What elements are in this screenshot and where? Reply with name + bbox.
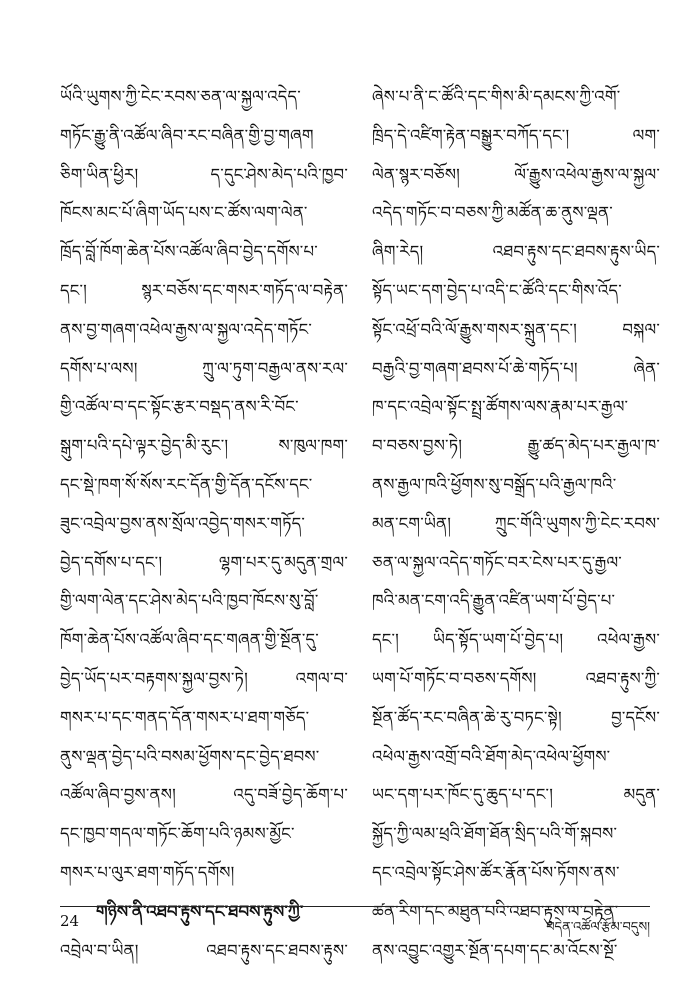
body-text-line: བྱེད་དགོས་པ་དང་། ལྷག་པར་དུ་མདུན་གྲལ་ [60, 552, 348, 572]
body-text-line: ཅན་ལ་སྐྱལ་འདེད་གཏོང་བར་ངེས་པར་དུ་རྒྱལ་ [372, 552, 622, 572]
body-text-line: སྟོང་འཕྲོ་བའི་ལོ་རྒྱུས་གསར་སྐྲུན་དང་། བསྐལ་ [372, 319, 660, 339]
body-text-line: འདེད་གཏོང་བ་བཅས་ཀྱི་མཚོན་ཆ་ནུས་ལྡན་ [372, 203, 613, 223]
body-text-line: ནས་འབྱུང་འགྱུར་སྔོན་དཔག་དང་མ་འོངས་སྔོ་ [372, 940, 618, 960]
body-text-line: ཞིག་རེད། འཐབ་རྟུས་དང་ཐབས་རྟུས་ཡིད་ [372, 242, 660, 262]
body-text-line: འབྲེལ་བ་ཡིན། འཐབ་རྟུས་དང་ཐབས་རྟུས་ [60, 940, 348, 960]
body-text-line: སྒུག་པའི་དཔེ་ལྟར་བྱེད་མི་རུང་། ས་ཁུལ་ཁག་ [60, 436, 348, 456]
body-text-line: ནས་རྒྱལ་ཁའི་ཕྱོགས་སུ་བསྒྲོད་པའི་རྒྱལ་ཁའི་ [372, 474, 617, 494]
body-text-line: འཚོལ་ཞིབ་བྱས་ནས། འདུ་བཟོ་བྱེད་ཆོག་པ་ [60, 785, 348, 805]
body-text-line: དང་། ཡིད་སྟོད་ཡག་པོ་བྱེད་པ། འཕེལ་རྒྱས་ [372, 630, 660, 650]
body-text-line: ཡག་པོ་གཏོང་བ་བཅས་དགོས། འཐབ་རྟུས་ཀྱི་ [372, 668, 660, 688]
body-text-line: ཡང་དག་པར་ཁོང་དུ་ཆུད་པ་དང་། མདུན་ [372, 785, 660, 805]
body-text-line: གསར་པ་དང་གནད་དོན་གསར་པ་ཐག་གཅོད་ [60, 707, 310, 727]
right-text-column [372, 78, 660, 970]
body-text-line: ཁ་དང་འབྲེལ་སྟོང་སྤྲ་ཚོགས་ལས་རྣམ་པར་རྒྱལ་ [372, 397, 629, 417]
page-number: 24 [60, 912, 80, 930]
body-text-line: སྟོད་ཡང་དག་བྱེད་པ་འདི་ང་ཚོའི་དང་གིས་འོད་ [372, 280, 622, 300]
body-text-line: ནས་བྱ་གཞག་འཕེལ་རྒྱས་ལ་སྐྱལ་འདེད་གཏོང་ [60, 319, 312, 339]
body-text-line: དགོས་པ་ལས། ཀྲུ་ལ་ཏུག་བརྒྱལ་ནས་རལ་ [60, 358, 348, 378]
body-text-line: ཁྲོད་བློ་ཁོག་ཆེན་པོས་འཚོལ་ཞིབ་བྱེད་དགོས་པ་ [60, 242, 318, 262]
body-text-line: གྱི་ལག་ལེན་དང་ཤེས་མེད་པའི་ཁྱབ་ཁོངས་སུ་བློ་ [60, 591, 319, 611]
body-text-line: ཡོའི་ཡུགས་ཀྱི་ངེང་རབས་ཅན་ལ་སྐྱལ་འདེད་ [60, 87, 301, 106]
body-text-line: ཅིག་ཡིན་ཕྱིར། ད་དུང་ཤེས་མེད་པའི་ཁྱབ་ [60, 164, 348, 184]
body-text-line: ཞེས་པ་ནི་ང་ཚོའི་དང་གིས་མི་དམངས་ཀྱི་འགོ་ [372, 87, 621, 106]
section-heading: གཉིས་ནི་འཐབ་རྟུས་དང་ཐབས་རྟུས་ཀྱི་ [96, 901, 304, 921]
body-text-line: བརྒྱའི་བྱ་གཞག་ཐབས་པོ་ཆེ་གཏོད་པ། ཞེན་ [372, 358, 660, 378]
body-text-line: གྱི་འཚོལ་བ་དང་སྟོང་རྩར་བསྡད་ནས་རི་བོང་ [60, 397, 299, 417]
body-text-line: དང་སྡེ་ཁག་སོ་སོས་རང་དོན་གྱི་དོན་དངོས་དང་ [60, 474, 313, 494]
body-text-line: འཕེལ་རྒྱས་འགྲོ་བའི་ཐོག་མེད་འཕེལ་ཕྱོགས་ [372, 746, 611, 766]
body-text-line: སྔོན་ཚོད་རང་བཞིན་ཆེ་རུ་བཏང་སྟེ། བྱ་དངོས་ [372, 707, 660, 727]
body-text-line: ནུས་ལྡན་བྱེད་པའི་བསམ་ཕྱོགས་དང་བྱེད་ཐབས་ [60, 746, 320, 766]
body-text-line: སྐྱོད་ཀྱི་ལམ་ཕྲའི་ཐོག་ཐོན་སྲིད་པའི་གོ་སྐབས་ [372, 824, 618, 844]
body-text-line: མན་ངག་ཡིན། ཀྲུང་གོའི་ཡུགས་ཀྱི་ངེང་རབས་ [372, 513, 660, 533]
body-text-line: ཁོག་ཆེན་པོས་འཚོལ་ཞིབ་དང་གཞན་གྱི་སྔོན་དུ་ [60, 630, 319, 650]
footer-rule [60, 906, 650, 907]
running-title: བདེན་འཚོལ་རྩོམ་བདུས། [546, 920, 650, 935]
body-text-line: ལེན་སྙར་བཅོས། ལོ་རྒྱུས་འཕེལ་རྒྱས་ལ་སྐྱལ་ [372, 164, 660, 184]
body-text-line: དང་ཁྱབ་གདལ་གཏོང་ཆོག་པའི་ཉམས་མྱོང་ [60, 824, 295, 844]
body-text-line: བྱེད་ཡོད་པར་བརྟགས་སྐྱལ་བྱས་ཏེ། འགལ་བ་ [60, 668, 348, 688]
left-text-column [60, 78, 348, 970]
body-text-line: ཁའི་མན་ངག་འདི་རྒྱུན་འཛིན་ཡག་པོ་བྱེད་པ་ [372, 591, 616, 611]
body-text-line: དང་། སྙར་བཅོས་དང་གསར་གཏོད་ལ་བརྟེན་ [60, 280, 348, 300]
body-text-line: ཁོངས་མང་པོ་ཞིག་ཡོད་པས་ང་ཚོས་ལག་ལེན་ [60, 203, 308, 223]
body-text-line: ཟུང་འབྲེལ་བྱས་ནས་སྲོལ་འབྱེད་གསར་གཏོད་ [60, 513, 306, 533]
body-text-line: ཁྲིད་དེ་འཛིག་རྟེན་བསྒྱུར་བཀོད་དང་། ལག་ [372, 125, 660, 145]
body-text-line: བ་བཅས་བྱས་ཏེ། རྒྱུ་ཚད་མེད་པར་རྒྱལ་ཁ་ [372, 436, 660, 456]
body-text-line: གསར་པ་ལུར་ཐག་གཏོད་དགོས། [60, 862, 235, 882]
body-text-line: དང་འབྲེལ་སྟོང་ཤེས་ཚོར་རྣོན་པོས་ཏོགས་ནས་ [372, 862, 620, 882]
body-text-line: ཚན་རིག་དང་མཐུན་པའི་འཐབ་རྟུས་ལ་བརྟེན་ [372, 901, 619, 921]
body-text-line: གཏོང་རྒྱུ་ནི་འཚོལ་ཞིབ་རང་བཞིན་གྱི་བྱ་གཞག [60, 125, 314, 145]
